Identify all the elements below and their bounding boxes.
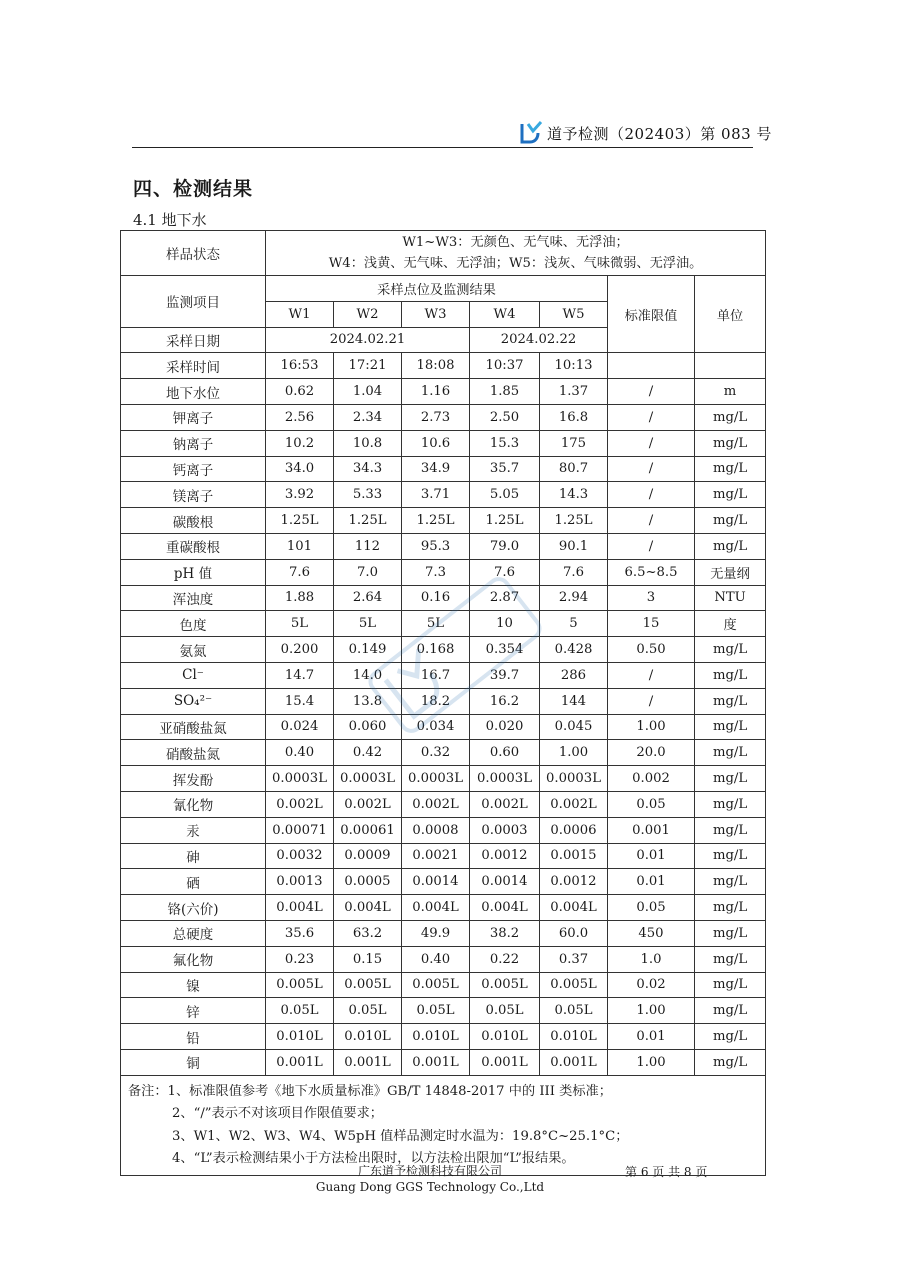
table-row bbox=[121, 766, 766, 792]
row-value-w2: 10.8 bbox=[334, 430, 402, 456]
row-value-w1: 0.004L bbox=[266, 895, 334, 921]
table-row bbox=[121, 895, 766, 921]
row-item: 硒 bbox=[121, 869, 266, 895]
row-value-w1: 15.4 bbox=[266, 688, 334, 714]
table-row bbox=[121, 740, 766, 766]
time-w5: 10:13 bbox=[540, 353, 608, 379]
row-value-w1: 35.6 bbox=[266, 920, 334, 946]
row-value-w4: 35.7 bbox=[470, 456, 540, 482]
row-value-w1: 0.23 bbox=[266, 946, 334, 972]
row-value-w1: 10.2 bbox=[266, 430, 334, 456]
row-value-w3: 1.25L bbox=[402, 508, 470, 534]
row-unit: 无量纲 bbox=[695, 559, 766, 585]
row-standard: 0.01 bbox=[608, 1024, 695, 1050]
row-item: 锌 bbox=[121, 998, 266, 1024]
row-value-w1: 0.010L bbox=[266, 1024, 334, 1050]
row-unit: mg/L bbox=[695, 430, 766, 456]
row-value-w1: 1.88 bbox=[266, 585, 334, 611]
note-line-2: 2、“/”表示不对该项目作限值要求； bbox=[172, 1106, 383, 1122]
row-value-w1: 0.40 bbox=[266, 740, 334, 766]
row-value-w2: 0.004L bbox=[334, 895, 402, 921]
row-item: 铜 bbox=[121, 1049, 266, 1075]
row-value-w5: 0.37 bbox=[540, 946, 608, 972]
row-value-w3: 95.3 bbox=[402, 533, 470, 559]
point-w1: W1 bbox=[266, 301, 334, 327]
row-unit: mg/L bbox=[695, 972, 766, 998]
row-value-w2: 34.3 bbox=[334, 456, 402, 482]
table-row bbox=[121, 791, 766, 817]
company-name-en: Guang Dong GGS Technology Co.,Ltd bbox=[315, 1180, 545, 1194]
row-value-w1: 1.25L bbox=[266, 508, 334, 534]
row-unit: mg/L bbox=[695, 998, 766, 1024]
row-value-w5: 0.0003L bbox=[540, 766, 608, 792]
row-value-w4: 38.2 bbox=[470, 920, 540, 946]
row-value-w4: 2.87 bbox=[470, 585, 540, 611]
row-value-w5: 1.37 bbox=[540, 379, 608, 405]
row-item: 氟化物 bbox=[121, 946, 266, 972]
row-unit: mg/L bbox=[695, 920, 766, 946]
row-standard: / bbox=[608, 688, 695, 714]
row-value-w5: 1.00 bbox=[540, 740, 608, 766]
row-unit: mg/L bbox=[695, 688, 766, 714]
row-value-w1: 3.92 bbox=[266, 482, 334, 508]
row-value-w2: 0.42 bbox=[334, 740, 402, 766]
row-value-w2: 0.0003L bbox=[334, 766, 402, 792]
row-value-w3: 0.001L bbox=[402, 1049, 470, 1075]
row-value-w5: 0.010L bbox=[540, 1024, 608, 1050]
row-value-w4: 0.020 bbox=[470, 714, 540, 740]
row-standard: 0.50 bbox=[608, 637, 695, 663]
row-value-w2: 5.33 bbox=[334, 482, 402, 508]
row-value-w3: 5L bbox=[402, 611, 470, 637]
row-standard: / bbox=[608, 379, 695, 405]
table-row bbox=[121, 1049, 766, 1075]
row-value-w2: 0.05L bbox=[334, 998, 402, 1024]
row-value-w2: 0.0009 bbox=[334, 843, 402, 869]
note-line-3: 3、W1、W2、W3、W4、W5pH 值样品测定时水温为：19.8°C~25.1°C； bbox=[172, 1128, 629, 1144]
row-value-w3: 0.004L bbox=[402, 895, 470, 921]
row-unit: mg/L bbox=[695, 1024, 766, 1050]
row-value-w5: 16.8 bbox=[540, 404, 608, 430]
time-w2: 17:21 bbox=[334, 353, 402, 379]
row-standard: 0.01 bbox=[608, 869, 695, 895]
row-item: 汞 bbox=[121, 817, 266, 843]
row-item: 钾离子 bbox=[121, 404, 266, 430]
row-value-w2: 0.002L bbox=[334, 791, 402, 817]
time-std bbox=[608, 353, 695, 379]
standard-header: 标准限值 bbox=[608, 276, 695, 353]
row-value-w1: 0.001L bbox=[266, 1049, 334, 1075]
row-value-w1: 0.200 bbox=[266, 637, 334, 663]
row-value-w1: 34.0 bbox=[266, 456, 334, 482]
row-value-w3: 0.005L bbox=[402, 972, 470, 998]
row-value-w3: 16.7 bbox=[402, 662, 470, 688]
row-value-w4: 0.22 bbox=[470, 946, 540, 972]
row-value-w4: 0.0003 bbox=[470, 817, 540, 843]
row-standard: 0.01 bbox=[608, 843, 695, 869]
row-unit: mg/L bbox=[695, 533, 766, 559]
row-value-w4: 0.001L bbox=[470, 1049, 540, 1075]
row-standard: 6.5~8.5 bbox=[608, 559, 695, 585]
row-standard: / bbox=[608, 404, 695, 430]
row-value-w5: 1.25L bbox=[540, 508, 608, 534]
page-number: 第 6 页 共 8 页 bbox=[625, 1165, 708, 1179]
table-row bbox=[121, 1024, 766, 1050]
row-value-w5: 175 bbox=[540, 430, 608, 456]
row-item: 铬(六价) bbox=[121, 895, 266, 921]
row-item: 碳酸根 bbox=[121, 508, 266, 534]
row-value-w5: 0.0015 bbox=[540, 843, 608, 869]
row-standard: / bbox=[608, 456, 695, 482]
row-value-w4: 79.0 bbox=[470, 533, 540, 559]
time-w1: 16:53 bbox=[266, 353, 334, 379]
row-value-w3: 10.6 bbox=[402, 430, 470, 456]
row-value-w1: 0.0003L bbox=[266, 766, 334, 792]
row-value-w3: 0.0021 bbox=[402, 843, 470, 869]
section-subtitle: 4.1 地下水 bbox=[133, 211, 207, 229]
state-line-1: W1~W3：无颜色、无气味、无浮油； bbox=[402, 235, 629, 250]
row-value-w2: 0.149 bbox=[334, 637, 402, 663]
time-w4: 10:37 bbox=[470, 353, 540, 379]
state-label: 样品状态 bbox=[121, 231, 266, 276]
row-item: 浑浊度 bbox=[121, 585, 266, 611]
row-unit: mg/L bbox=[695, 662, 766, 688]
row-value-w2: 0.00061 bbox=[334, 817, 402, 843]
note-line-4: 4、“L”表示检测结果小于方法检出限时，以方法检出限加“L”报结果。 bbox=[172, 1151, 575, 1167]
row-value-w5: 0.0012 bbox=[540, 869, 608, 895]
table-row bbox=[121, 817, 766, 843]
row-value-w5: 90.1 bbox=[540, 533, 608, 559]
row-standard: 0.02 bbox=[608, 972, 695, 998]
row-unit: NTU bbox=[695, 585, 766, 611]
row-standard: 1.00 bbox=[608, 1049, 695, 1075]
row-value-w1: 101 bbox=[266, 533, 334, 559]
row-item: 地下水位 bbox=[121, 379, 266, 405]
row-standard: 15 bbox=[608, 611, 695, 637]
row-item: 重碳酸根 bbox=[121, 533, 266, 559]
row-unit: mg/L bbox=[695, 637, 766, 663]
row-unit: mg/L bbox=[695, 482, 766, 508]
row-value-w3: 0.05L bbox=[402, 998, 470, 1024]
row-unit: mg/L bbox=[695, 740, 766, 766]
row-value-w3: 0.0003L bbox=[402, 766, 470, 792]
row-value-w5: 14.3 bbox=[540, 482, 608, 508]
row-standard: 1.00 bbox=[608, 714, 695, 740]
row-unit: mg/L bbox=[695, 508, 766, 534]
row-unit: mg/L bbox=[695, 766, 766, 792]
row-value-w2: 0.010L bbox=[334, 1024, 402, 1050]
row-value-w1: 0.024 bbox=[266, 714, 334, 740]
row-value-w4: 10 bbox=[470, 611, 540, 637]
row-item: 钠离子 bbox=[121, 430, 266, 456]
row-value-w3: 1.16 bbox=[402, 379, 470, 405]
section-title: 四、检测结果 bbox=[133, 178, 254, 200]
row-value-w3: 0.002L bbox=[402, 791, 470, 817]
date-label: 采样日期 bbox=[121, 327, 266, 353]
table-row bbox=[121, 559, 766, 585]
item-header: 监测项目 bbox=[121, 276, 266, 328]
row-item: 总硬度 bbox=[121, 920, 266, 946]
row-value-w5: 0.002L bbox=[540, 791, 608, 817]
notes-cell bbox=[121, 1075, 766, 1175]
row-value-w1: 14.7 bbox=[266, 662, 334, 688]
row-value-w4: 1.25L bbox=[470, 508, 540, 534]
row-value-w2: 63.2 bbox=[334, 920, 402, 946]
row-item: pH 值 bbox=[121, 559, 266, 585]
row-value-w2: 2.64 bbox=[334, 585, 402, 611]
row-value-w3: 3.71 bbox=[402, 482, 470, 508]
row-standard: / bbox=[608, 662, 695, 688]
point-w4: W4 bbox=[470, 301, 540, 327]
row-item: 铅 bbox=[121, 1024, 266, 1050]
row-item: 氰化物 bbox=[121, 791, 266, 817]
row-unit: mg/L bbox=[695, 791, 766, 817]
report-number: 道予检测（202403）第 083 号 bbox=[547, 124, 772, 143]
row-standard: 0.05 bbox=[608, 791, 695, 817]
row-value-w5: 80.7 bbox=[540, 456, 608, 482]
row-value-w3: 0.32 bbox=[402, 740, 470, 766]
state-line-2: W4：浅黄、无气味、无浮油；W5：浅灰、气味微弱、无浮油。 bbox=[328, 256, 703, 271]
row-value-w5: 2.94 bbox=[540, 585, 608, 611]
row-value-w5: 0.004L bbox=[540, 895, 608, 921]
row-value-w1: 5L bbox=[266, 611, 334, 637]
row-value-w4: 0.005L bbox=[470, 972, 540, 998]
row-value-w4: 0.0003L bbox=[470, 766, 540, 792]
row-value-w5: 0.428 bbox=[540, 637, 608, 663]
point-w5: W5 bbox=[540, 301, 608, 327]
row-value-w4: 0.002L bbox=[470, 791, 540, 817]
unit-header: 单位 bbox=[695, 276, 766, 353]
notes-row bbox=[121, 1075, 766, 1175]
row-unit: mg/L bbox=[695, 714, 766, 740]
row-value-w5: 0.005L bbox=[540, 972, 608, 998]
row-unit: mg/L bbox=[695, 946, 766, 972]
row-value-w1: 0.62 bbox=[266, 379, 334, 405]
row-standard: / bbox=[608, 482, 695, 508]
row-value-w3: 7.3 bbox=[402, 559, 470, 585]
row-value-w4: 7.6 bbox=[470, 559, 540, 585]
row-value-w2: 0.001L bbox=[334, 1049, 402, 1075]
table-row bbox=[121, 972, 766, 998]
table-row bbox=[121, 688, 766, 714]
row-value-w1: 0.005L bbox=[266, 972, 334, 998]
row-value-w1: 7.6 bbox=[266, 559, 334, 585]
table-row bbox=[121, 482, 766, 508]
row-value-w5: 0.001L bbox=[540, 1049, 608, 1075]
row-standard: 0.002 bbox=[608, 766, 695, 792]
table-row bbox=[121, 920, 766, 946]
row-value-w1: 0.05L bbox=[266, 998, 334, 1024]
row-item: 砷 bbox=[121, 843, 266, 869]
row-unit: m bbox=[695, 379, 766, 405]
row-value-w3: 0.0008 bbox=[402, 817, 470, 843]
row-value-w4: 0.60 bbox=[470, 740, 540, 766]
table-row bbox=[121, 585, 766, 611]
row-value-w1: 0.0032 bbox=[266, 843, 334, 869]
state-value bbox=[266, 231, 766, 276]
row-unit: mg/L bbox=[695, 895, 766, 921]
row-value-w3: 0.0014 bbox=[402, 869, 470, 895]
state-row bbox=[121, 231, 766, 276]
row-value-w4: 2.50 bbox=[470, 404, 540, 430]
row-value-w3: 2.73 bbox=[402, 404, 470, 430]
point-w3: W3 bbox=[402, 301, 470, 327]
row-value-w5: 0.0006 bbox=[540, 817, 608, 843]
table-row bbox=[121, 662, 766, 688]
company-logo-icon bbox=[519, 120, 543, 146]
row-value-w4: 0.0014 bbox=[470, 869, 540, 895]
row-value-w2: 14.0 bbox=[334, 662, 402, 688]
row-value-w3: 0.168 bbox=[402, 637, 470, 663]
row-item: 镁离子 bbox=[121, 482, 266, 508]
time-w3: 18:08 bbox=[402, 353, 470, 379]
row-value-w3: 49.9 bbox=[402, 920, 470, 946]
row-value-w4: 0.0012 bbox=[470, 843, 540, 869]
row-item: 硝酸盐氮 bbox=[121, 740, 266, 766]
time-label: 采样时间 bbox=[121, 353, 266, 379]
table-row bbox=[121, 430, 766, 456]
row-value-w5: 0.05L bbox=[540, 998, 608, 1024]
row-value-w3: 0.40 bbox=[402, 946, 470, 972]
row-value-w3: 0.034 bbox=[402, 714, 470, 740]
row-value-w5: 60.0 bbox=[540, 920, 608, 946]
row-standard: 1.0 bbox=[608, 946, 695, 972]
results-table bbox=[120, 230, 766, 1176]
point-w2: W2 bbox=[334, 301, 402, 327]
row-value-w5: 144 bbox=[540, 688, 608, 714]
row-value-w2: 1.04 bbox=[334, 379, 402, 405]
row-value-w2: 112 bbox=[334, 533, 402, 559]
row-value-w3: 34.9 bbox=[402, 456, 470, 482]
row-value-w4: 0.354 bbox=[470, 637, 540, 663]
row-item: SO₄²⁻ bbox=[121, 688, 266, 714]
row-item: 氨氮 bbox=[121, 637, 266, 663]
row-unit: mg/L bbox=[695, 843, 766, 869]
row-item: 色度 bbox=[121, 611, 266, 637]
table-row bbox=[121, 843, 766, 869]
table-row bbox=[121, 998, 766, 1024]
row-unit: mg/L bbox=[695, 869, 766, 895]
table-row bbox=[121, 611, 766, 637]
table-row bbox=[121, 946, 766, 972]
row-value-w3: 0.16 bbox=[402, 585, 470, 611]
row-standard: 1.00 bbox=[608, 998, 695, 1024]
row-item: Cl⁻ bbox=[121, 662, 266, 688]
row-value-w1: 0.00071 bbox=[266, 817, 334, 843]
row-value-w2: 5L bbox=[334, 611, 402, 637]
row-value-w2: 0.15 bbox=[334, 946, 402, 972]
row-value-w1: 2.56 bbox=[266, 404, 334, 430]
row-unit: mg/L bbox=[695, 1049, 766, 1075]
time-row bbox=[121, 353, 766, 379]
row-value-w5: 286 bbox=[540, 662, 608, 688]
row-value-w2: 0.060 bbox=[334, 714, 402, 740]
points-header: 采样点位及监测结果 bbox=[266, 276, 608, 302]
row-standard: / bbox=[608, 508, 695, 534]
table-row bbox=[121, 714, 766, 740]
table-row bbox=[121, 456, 766, 482]
row-value-w3: 0.010L bbox=[402, 1024, 470, 1050]
row-value-w4: 0.010L bbox=[470, 1024, 540, 1050]
row-unit: mg/L bbox=[695, 404, 766, 430]
row-value-w2: 13.8 bbox=[334, 688, 402, 714]
footer-company bbox=[0, 1163, 900, 1195]
row-standard: 20.0 bbox=[608, 740, 695, 766]
row-value-w1: 0.002L bbox=[266, 791, 334, 817]
row-value-w4: 39.7 bbox=[470, 662, 540, 688]
row-value-w4: 0.004L bbox=[470, 895, 540, 921]
table-row bbox=[121, 404, 766, 430]
table-row bbox=[121, 379, 766, 405]
header-row-1 bbox=[121, 276, 766, 302]
header-divider bbox=[132, 147, 753, 148]
table-row bbox=[121, 869, 766, 895]
row-value-w5: 7.6 bbox=[540, 559, 608, 585]
row-value-w2: 7.0 bbox=[334, 559, 402, 585]
company-name-cn: 广东道予检测科技有限公司 bbox=[357, 1164, 502, 1178]
row-value-w4: 5.05 bbox=[470, 482, 540, 508]
row-value-w4: 1.85 bbox=[470, 379, 540, 405]
table-row bbox=[121, 637, 766, 663]
table-row bbox=[121, 533, 766, 559]
report-header bbox=[519, 118, 772, 148]
row-value-w5: 5 bbox=[540, 611, 608, 637]
row-value-w3: 18.2 bbox=[402, 688, 470, 714]
row-value-w5: 0.045 bbox=[540, 714, 608, 740]
date-a: 2024.02.21 bbox=[266, 327, 470, 353]
row-unit: mg/L bbox=[695, 817, 766, 843]
row-standard: 0.05 bbox=[608, 895, 695, 921]
row-standard: 450 bbox=[608, 920, 695, 946]
date-b: 2024.02.22 bbox=[470, 327, 608, 353]
row-unit: 度 bbox=[695, 611, 766, 637]
row-standard: / bbox=[608, 430, 695, 456]
row-value-w4: 16.2 bbox=[470, 688, 540, 714]
row-unit: mg/L bbox=[695, 456, 766, 482]
row-value-w2: 0.0005 bbox=[334, 869, 402, 895]
row-item: 挥发酚 bbox=[121, 766, 266, 792]
row-item: 钙离子 bbox=[121, 456, 266, 482]
row-value-w4: 0.05L bbox=[470, 998, 540, 1024]
row-standard: 0.001 bbox=[608, 817, 695, 843]
row-value-w1: 0.0013 bbox=[266, 869, 334, 895]
row-value-w2: 0.005L bbox=[334, 972, 402, 998]
row-item: 镍 bbox=[121, 972, 266, 998]
row-item: 亚硝酸盐氮 bbox=[121, 714, 266, 740]
note-line-1: 备注：1、标准限值参考《地下水质量标准》GB/T 14848-2017 中的 III 类标准； bbox=[128, 1083, 612, 1099]
row-standard: 3 bbox=[608, 585, 695, 611]
row-standard: / bbox=[608, 533, 695, 559]
row-value-w2: 1.25L bbox=[334, 508, 402, 534]
table-row bbox=[121, 508, 766, 534]
time-unit bbox=[695, 353, 766, 379]
row-value-w2: 2.34 bbox=[334, 404, 402, 430]
row-value-w4: 15.3 bbox=[470, 430, 540, 456]
